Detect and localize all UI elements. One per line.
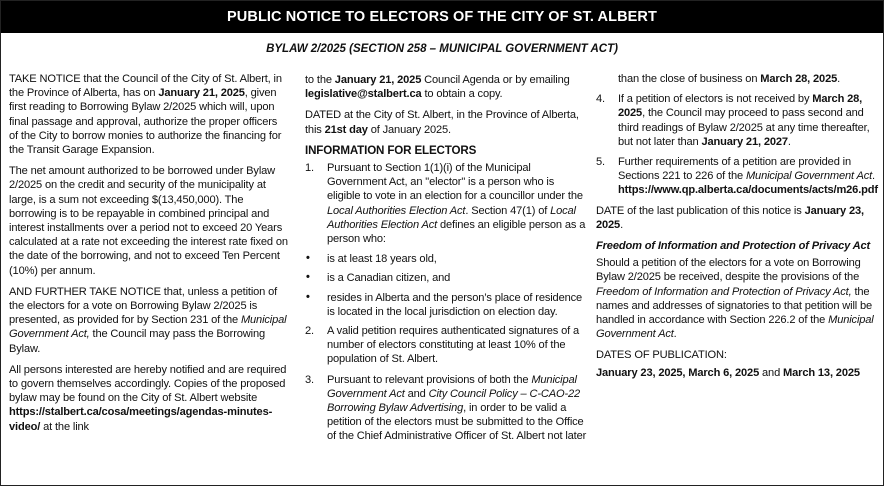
list-item-continuation: than the close of business on March 28, 2025. bbox=[618, 73, 841, 85]
information-section-heading: INFORMATION FOR ELECTORS bbox=[305, 143, 477, 157]
item-number: 5. bbox=[596, 156, 605, 169]
last-publication-paragraph: DATE of the last publication of this notice is January 23, 2025. bbox=[596, 204, 864, 231]
bullet-item: • is a Canadian citizen, and bbox=[306, 271, 451, 285]
publication-dates-label: DATES OF PUBLICATION: bbox=[596, 349, 727, 362]
foip-heading: Freedom of Information and Protection of Privacy Act bbox=[596, 240, 871, 253]
column-1 bbox=[9, 72, 289, 441]
column-2 bbox=[305, 73, 587, 450]
publication-dates: January 23, 2025, March 6, 2025 and March 13, 2025 bbox=[596, 366, 860, 379]
city-website-link[interactable]: https://stalbert.ca/cosa/meetings/agendas-minutes-video/ bbox=[9, 406, 273, 433]
act-document-link[interactable]: https://www.qp.alberta.ca/documents/acts/m26.pdf bbox=[618, 184, 878, 197]
list-item: 1. Pursuant to Section 1(1)(i) of the Municipal Government Act, an "elector" is a person who is eligible to vote in an election for a councillor under the Local Authorities Election Act. Section 47(1) of Local Authorities Election Act defines an eligible person as a person who: bbox=[305, 162, 586, 246]
take-notice-paragraph: TAKE NOTICE that the Council of the City of St. Albert, in the Province of Alberta, has on January 21, 2025, given first reading to Borrowing Bylaw 2/2025 which will, upon final passage and approval, authorize the proper officers of the City to borrow monies to authorize the financing for the Transit Garage Expansion. bbox=[9, 73, 282, 157]
list-item: 2. A valid petition requires authenticated signatures of a number of electors constituting at least 10% of the population of St. Albert. bbox=[305, 325, 580, 366]
bullet-item: • resides in Alberta and the person’s place of residence is located in the local jurisdiction on election day. bbox=[306, 290, 583, 318]
dated-paragraph: DATED at the City of St. Albert, in the Province of Alberta, this 21st day of January 2025. bbox=[305, 109, 579, 136]
agenda-paragraph: to the January 21, 2025 Council Agenda or by emailing legislative@stalbert.ca to obtain a copy. bbox=[305, 74, 570, 101]
bullet-item: • is at least 18 years old, bbox=[306, 252, 437, 266]
list-item: 3. Pursuant to relevant provisions of both the Municipal Government Act and City Council Policy – C-CAO-22 Borrowing Bylaw Advertising, in order to be valid a petition of the electors must be submitted to the Office of the Chief Administrative Officer of St. Albert not later bbox=[305, 373, 587, 443]
further-notice-paragraph: AND FURTHER TAKE NOTICE that, unless a petition of the electors for a vote on Borrowing Bylaw 2/2025 is presented, as provided for by Section 231 of the Municipal Government Act, the Council may pass the Borrowing Bylaw. bbox=[9, 285, 287, 355]
email-link[interactable]: legislative@stalbert.ca bbox=[305, 88, 422, 101]
bullet-icon: • bbox=[306, 290, 310, 303]
bylaw-subtitle: BYLAW 2/2025 (SECTION 258 – MUNICIPAL GOVERNMENT ACT) bbox=[266, 43, 618, 55]
list-item: 4. If a petition of electors is not received by March 28, 2025, the Council may proceed to pass second and third readings of Bylaw 2/2025 at any time thereafter, but not later than January 21, 2027. bbox=[596, 93, 870, 148]
bullet-icon: • bbox=[306, 252, 310, 265]
bullet-icon: • bbox=[306, 271, 310, 284]
item-number: 2. bbox=[305, 325, 314, 338]
notice-title: PUBLIC NOTICE TO ELECTORS OF THE CITY OF ST. ALBERT bbox=[1, 1, 883, 33]
item-number: 3. bbox=[305, 373, 314, 386]
interested-persons-paragraph: All persons interested are hereby notified and are required to govern themselves accordingly. Copies of the proposed bylaw may be found on the City of St. Albert website https://stalbert.ca/cosa/meetings/agendas-minutes-video/ at the link bbox=[9, 363, 287, 433]
item-number: 1. bbox=[305, 162, 314, 175]
item-number: 4. bbox=[596, 93, 605, 106]
borrowing-amount-paragraph: The net amount authorized to be borrowed under Bylaw 2/2025 on the credit and security of the municipality at large, is a sum not exceeding $(13,450,000). The borrowing is to be repayable in combined principal and interest installments over a period not to exceed 20 Years calculated at a rate not exceeding the interest rate fixed on the date of the borrowing, and not to exceed Ten Percent (10%) per annum. bbox=[9, 165, 288, 277]
list-item: 5. Further requirements of a petition are provided in Sections 221 to 226 of the Municipal Government Act. https://www.qp.alberta.ca/documents/acts/m26.pdf bbox=[596, 156, 878, 197]
foip-paragraph: Should a petition of the electors for a vote on Borrowing Bylaw 2/2025 be received, despite the provisions of the Freedom of Information and Protection of Privacy Act, the names and addresses of signatories to that petition will be handled in accordance with Section 226.2 of the Municipal Government Act. bbox=[596, 257, 874, 341]
column-3 bbox=[596, 72, 878, 387]
